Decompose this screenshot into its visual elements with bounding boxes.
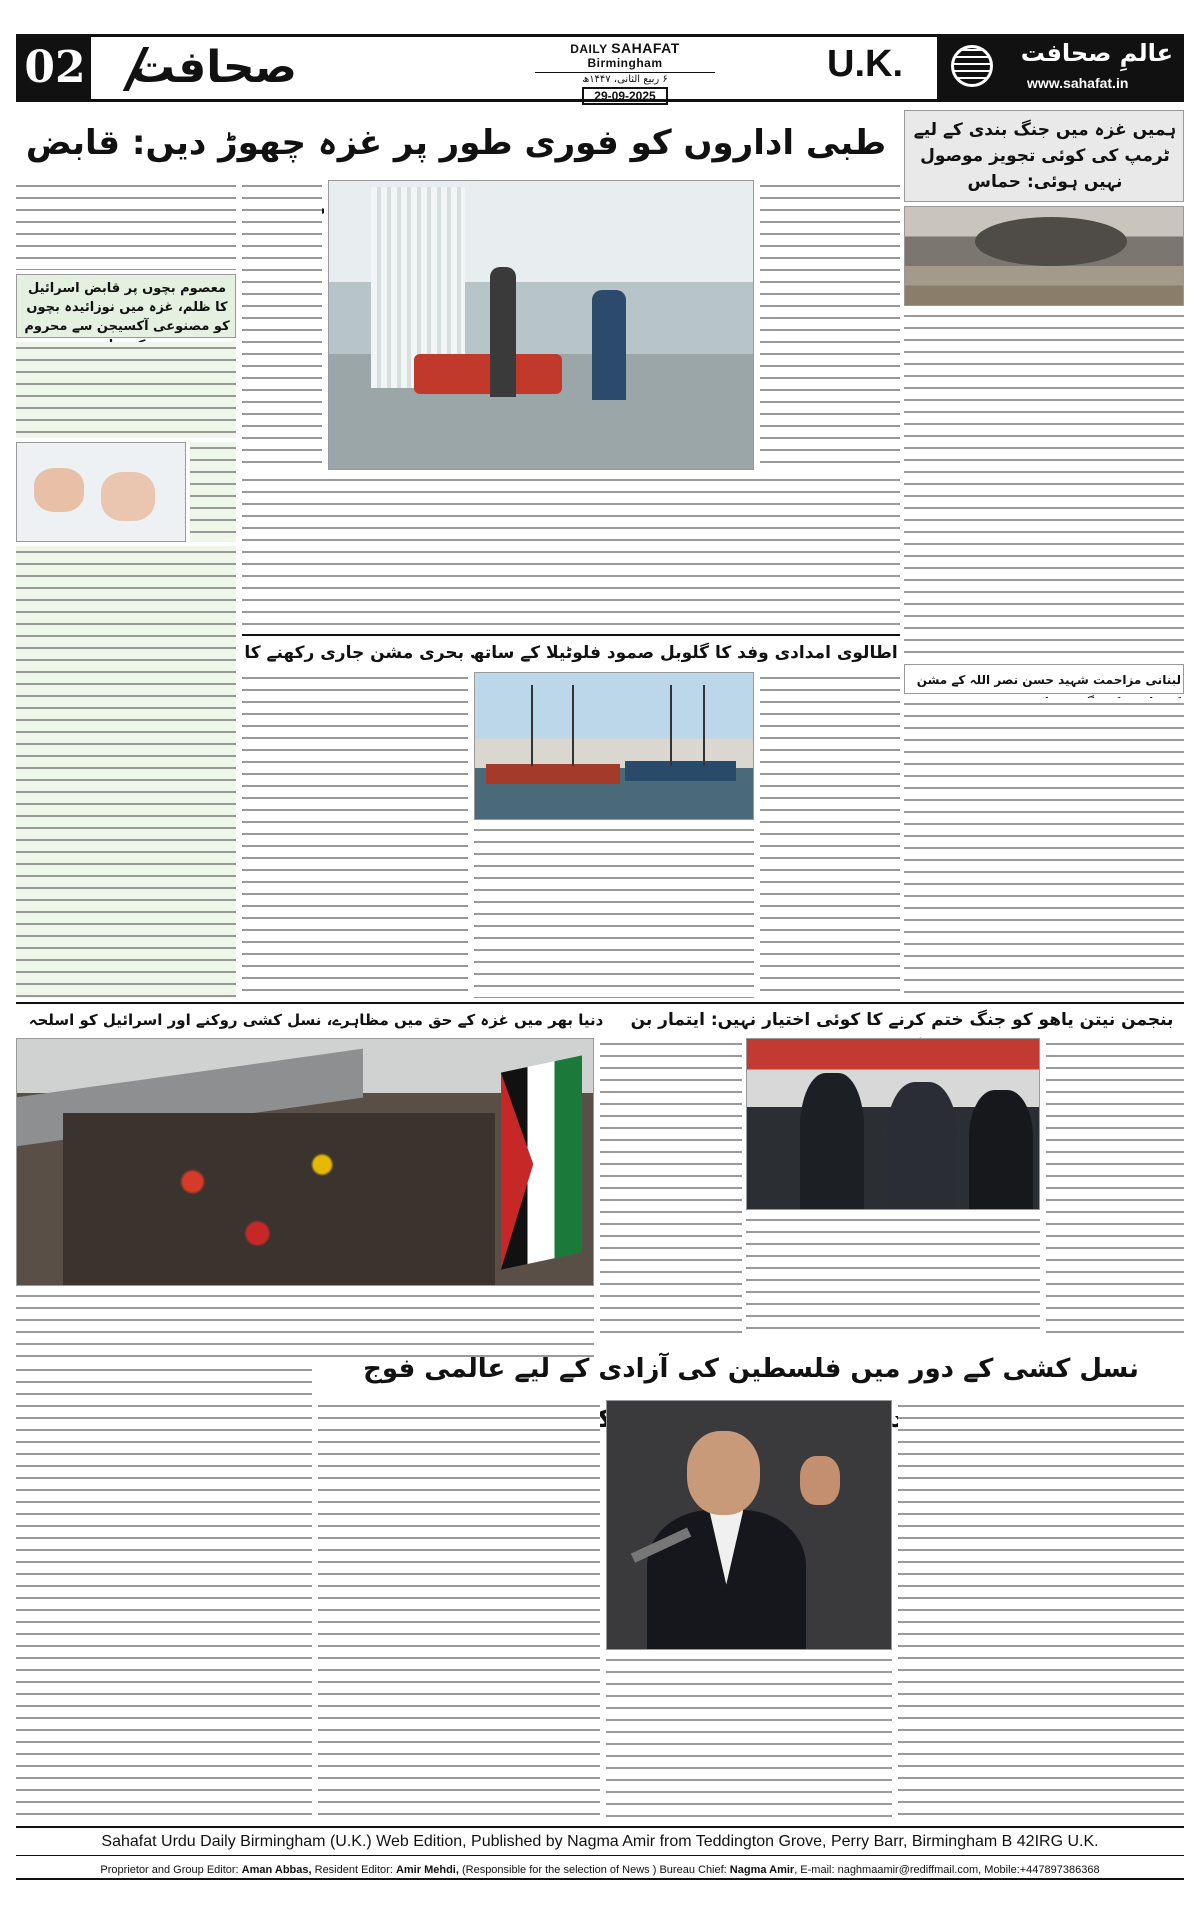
- hospital-photo: [328, 180, 754, 470]
- babies-story-text-bottom: [16, 546, 236, 998]
- editors-line: Proprietor and Group Editor: Aman Abbas, Resident Editor: Amir Mehdi, (Responsible for the selection of News ) Bureau Chief: Nagma Amir, E-mail: naghmaamir@rediffmail.com, Mobile:+447897386368: [16, 1860, 1184, 1880]
- babies-story-text-top: [16, 342, 236, 438]
- section-rule: [16, 1002, 1184, 1004]
- protest-crowd-photo: [16, 1038, 594, 1286]
- soldiers-photo: [746, 1038, 1040, 1210]
- army-story-text-bottom: [606, 1654, 892, 1822]
- lebanon-headline: لبنانی مزاحمت شہید حسن نصر اللہ کے مشن: [916, 673, 1181, 687]
- netanyahu-story-text-bottom: [746, 1214, 1040, 1338]
- trump-story-text: [904, 310, 1184, 660]
- section-rule: [242, 634, 900, 636]
- edition-info: [535, 40, 715, 103]
- brand-right-name: عالمِ صحافت: [1020, 39, 1173, 67]
- army-story-text-right: [898, 1400, 1184, 1822]
- flotilla-story-text-right: [760, 672, 900, 998]
- babies-headline: معصوم بچوں پر قابض اسرائیل کا ظلم، غزہ میں نوزائیدہ بچوں کو مصنوعی آکسیجن سے محروم: [24, 281, 230, 334]
- babies-story-text-side: [190, 442, 236, 542]
- trump-headline: ہمیں غزہ میں جنگ بندی کے لیے ٹرمپ کی کوئی تجویز موصول نہیں ہوئی: حماس: [913, 120, 1177, 192]
- newspaper-page: [16, 34, 1184, 1894]
- netanyahu-story-text-right: [1046, 1038, 1184, 1338]
- brand-logo-right: [937, 37, 1181, 99]
- hijri-date: ۶ ربیع الثانی، ۱۴۴۷ھ: [535, 72, 715, 85]
- flotilla-story-text-bottom: [474, 824, 754, 998]
- protests-story-text-bottom: [16, 1364, 312, 1822]
- email-contact[interactable]: , E-mail: naghmaamir@rediffmail.com,: [794, 1864, 982, 1876]
- website-link[interactable]: www.sahafat.in: [1027, 75, 1129, 91]
- lebanon-story-text: [904, 698, 1184, 998]
- newborn-babies-photo: [16, 442, 186, 542]
- main-story-text-left: [16, 180, 236, 270]
- masthead: [16, 34, 1184, 102]
- region-label: U.K.: [827, 43, 903, 85]
- imprint-footer: [16, 1826, 1184, 1894]
- main-headline: طبی اداروں کو فوری طور پر غزہ چھوڑ دیں: قابض: [25, 123, 887, 163]
- lebanon-headline-box: [904, 664, 1184, 694]
- main-story-text-col1: [760, 180, 900, 470]
- flotilla-ships-photo: [474, 672, 754, 820]
- speaker-photo: [606, 1400, 892, 1650]
- brand-logo-left: [99, 41, 329, 95]
- gaza-smoke-photo: [904, 206, 1184, 306]
- netanyahu-story-text-left: [600, 1038, 742, 1338]
- main-story-text-col2: [242, 180, 322, 470]
- army-story-text-left: [318, 1400, 600, 1822]
- main-story-text-bottom: [242, 474, 900, 630]
- flotilla-story-text-left: [242, 672, 468, 998]
- trump-story-box: [904, 110, 1184, 202]
- globe-icon: [951, 45, 993, 87]
- daily-title: DAILY SAHAFAT Birmingham: [570, 40, 680, 70]
- protests-headline: دنیا بھر میں غزہ کے حق میں مظاہرے، نسل کشی روکنے اور اسرائیل کو اسلحہ: [28, 1011, 604, 1029]
- issue-date: 29-09-2025: [582, 87, 667, 105]
- imprint-line: Sahafat Urdu Daily Birmingham (U.K.) Web Edition, Published by Nagma Amir from Teddington Grove, Perry Barr, Birmingham B 42IRG U.K.: [16, 1826, 1184, 1856]
- army-headline: نسل کشی کے دور میں فلسطین کی آزادی کے لیے عالمی فوج: [363, 1354, 1139, 1384]
- babies-headline-box: [16, 274, 236, 338]
- flotilla-headline: اطالوی امدادی وفد کا گلوبل صمود فلوٹیلا کے ساتھ بحری مشن جاری رکھنے کا: [244, 643, 898, 663]
- mobile-contact: Mobile:+447897386368: [984, 1864, 1100, 1876]
- page-number: 02: [19, 37, 91, 99]
- brand-left-name: صحافت: [130, 42, 298, 93]
- netanyahu-headline: بنجمن نیتن یاھو کو جنگ ختم کرنے کا کوئی اختیار نہیں: ایتمار بن: [630, 1010, 1174, 1030]
